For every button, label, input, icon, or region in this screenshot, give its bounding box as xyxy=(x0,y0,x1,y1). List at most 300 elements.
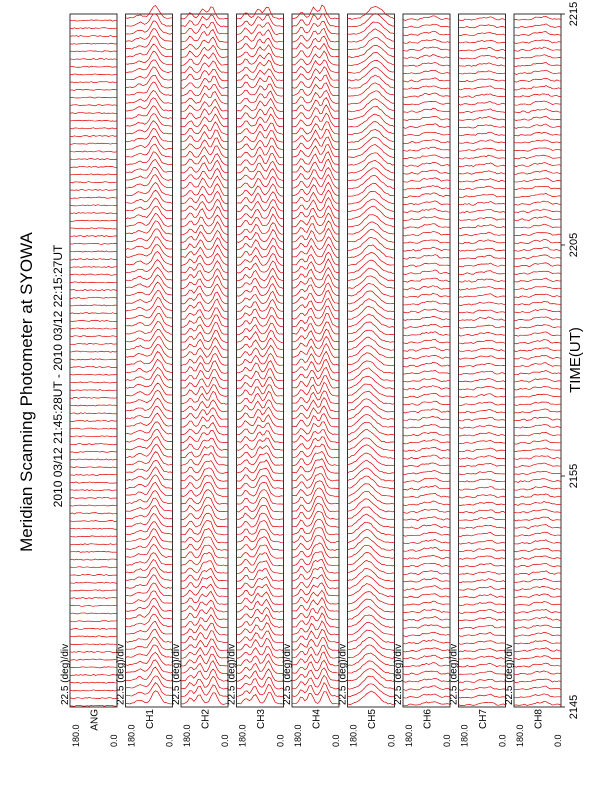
scan-trace xyxy=(403,632,450,636)
scan-trace xyxy=(237,146,284,158)
scan-trace xyxy=(126,553,173,566)
scan-trace xyxy=(348,22,395,34)
scan-trace xyxy=(403,132,450,135)
panel-ch2 xyxy=(171,7,230,747)
y-tick-label: 180.0 xyxy=(404,724,414,747)
scan-trace xyxy=(126,36,173,49)
scan-trace xyxy=(403,70,450,74)
chart-subtitle: 2010 03/12 21:45:28UT - 2010 03/12 22:15:27UT xyxy=(51,244,65,508)
scan-trace xyxy=(237,553,284,566)
scan-trace xyxy=(237,400,284,412)
scan-trace xyxy=(459,371,506,374)
y-tick-label: 180.0 xyxy=(71,724,81,747)
scan-trace xyxy=(181,168,228,180)
scan-trace xyxy=(403,425,450,429)
scan-trace xyxy=(348,160,395,173)
scan-trace xyxy=(514,394,561,397)
scan-trace xyxy=(126,29,173,42)
scan-trace xyxy=(70,644,117,645)
scan-trace xyxy=(70,605,117,606)
scan-trace xyxy=(181,490,228,505)
scan-trace xyxy=(403,686,450,690)
panel-scale-label: 22.5 (deg)/div xyxy=(448,643,460,705)
scan-trace xyxy=(292,306,339,319)
scan-trace xyxy=(70,220,117,221)
scan-trace xyxy=(70,582,117,583)
scan-trace xyxy=(403,379,450,382)
scan-trace xyxy=(403,578,450,582)
panel-ch4 xyxy=(282,5,341,747)
scan-trace xyxy=(292,129,339,142)
scan-trace xyxy=(237,638,284,650)
scan-trace xyxy=(514,648,561,652)
scan-trace xyxy=(181,238,228,251)
scan-trace xyxy=(514,47,561,51)
scan-trace xyxy=(70,120,117,121)
scan-trace xyxy=(403,193,450,198)
scan-trace xyxy=(126,529,173,542)
scan-trace xyxy=(459,25,506,28)
scan-trace xyxy=(403,702,450,706)
panel-scale-label: 22.5 (deg)/div xyxy=(337,643,349,705)
scan-trace xyxy=(514,178,561,182)
scan-trace xyxy=(70,390,117,391)
scan-trace xyxy=(403,655,450,659)
scan-trace xyxy=(514,309,561,313)
scan-trace xyxy=(459,602,506,606)
scan-trace xyxy=(70,97,117,98)
scan-trace xyxy=(181,591,228,604)
scan-trace xyxy=(292,60,339,73)
scan-trace xyxy=(126,245,173,258)
scan-trace xyxy=(459,626,506,629)
scan-trace xyxy=(403,278,450,282)
scan-trace xyxy=(181,521,228,535)
scan-trace xyxy=(70,359,117,360)
scan-trace xyxy=(70,28,117,29)
scan-trace xyxy=(126,667,173,681)
scan-trace xyxy=(403,471,450,475)
scan-trace xyxy=(514,101,561,105)
scan-trace xyxy=(514,332,561,336)
scan-trace xyxy=(403,586,450,591)
scan-trace xyxy=(126,14,173,26)
scan-trace xyxy=(403,648,450,652)
scan-trace xyxy=(459,517,506,520)
scan-trace xyxy=(70,659,117,660)
scan-trace xyxy=(514,379,561,382)
scan-trace xyxy=(514,301,561,305)
scan-trace xyxy=(126,298,173,312)
scan-trace xyxy=(70,51,117,52)
scan-trace xyxy=(70,574,117,575)
scan-trace xyxy=(70,536,117,537)
panel-ylabel: CH8 xyxy=(533,709,545,730)
scan-trace xyxy=(237,91,284,103)
scan-trace xyxy=(70,474,117,475)
scan-trace xyxy=(126,522,173,535)
scan-trace xyxy=(292,481,339,497)
scan-trace xyxy=(292,14,339,27)
scan-trace xyxy=(126,498,173,511)
panel-frame xyxy=(514,14,561,707)
scan-trace xyxy=(292,606,339,619)
scan-trace xyxy=(292,519,339,535)
scan-trace xyxy=(459,79,506,82)
scan-trace xyxy=(292,237,339,250)
scan-trace xyxy=(459,33,506,36)
panel-scale-label: 22.5 (deg)/div xyxy=(504,643,515,705)
scan-trace xyxy=(181,315,228,327)
scan-trace xyxy=(70,282,117,283)
scan-trace xyxy=(348,168,395,181)
scan-trace xyxy=(237,569,284,582)
scan-trace xyxy=(403,663,450,667)
scan-trace xyxy=(459,563,506,567)
scan-trace xyxy=(70,682,117,683)
scan-trace xyxy=(403,270,450,275)
scan-trace xyxy=(348,322,395,335)
scan-trace xyxy=(403,501,450,506)
scan-trace xyxy=(403,332,450,336)
scan-trace xyxy=(459,117,506,121)
scan-trace xyxy=(403,108,450,112)
y-tick-label: 0.0 xyxy=(164,734,175,747)
scan-trace xyxy=(126,621,173,634)
scan-trace xyxy=(126,652,173,665)
y-tick-label: 180.0 xyxy=(126,724,137,747)
scan-trace xyxy=(181,400,228,412)
scan-trace xyxy=(237,615,284,628)
scan-trace xyxy=(514,278,561,282)
scan-trace xyxy=(70,274,117,275)
scan-trace xyxy=(459,394,506,398)
scan-trace xyxy=(70,259,117,260)
scan-trace xyxy=(514,425,561,428)
scan-trace xyxy=(459,479,506,482)
scan-trace xyxy=(514,509,561,513)
y-tick-label: 0.0 xyxy=(442,734,452,747)
scan-trace xyxy=(348,337,395,350)
scan-trace xyxy=(70,697,117,698)
scan-trace xyxy=(459,541,506,545)
scan-trace xyxy=(459,186,506,190)
scan-trace xyxy=(348,484,395,497)
scan-trace xyxy=(237,53,284,65)
scan-trace xyxy=(403,209,450,213)
scan-trace xyxy=(459,132,506,136)
scan-trace xyxy=(126,275,173,288)
scan-trace xyxy=(459,63,506,67)
scan-trace xyxy=(181,84,228,96)
scan-trace xyxy=(459,332,506,336)
scan-trace xyxy=(237,446,284,459)
scan-trace xyxy=(514,247,561,251)
scan-trace xyxy=(181,206,228,219)
scan-trace xyxy=(403,601,450,605)
scan-trace xyxy=(237,391,284,404)
scan-trace xyxy=(70,189,117,190)
scan-trace xyxy=(70,212,117,213)
scan-trace xyxy=(514,370,561,374)
scan-trace xyxy=(514,571,561,575)
panel-frame xyxy=(181,14,228,707)
scan-trace xyxy=(459,425,506,428)
scan-trace xyxy=(348,7,395,20)
scan-trace xyxy=(70,343,117,344)
scan-trace xyxy=(514,117,561,121)
y-tick-label: 0.0 xyxy=(553,734,563,747)
scan-trace xyxy=(292,5,339,19)
scan-trace xyxy=(292,528,339,543)
scan-trace xyxy=(237,223,284,235)
scan-trace xyxy=(181,254,228,266)
scan-trace xyxy=(292,645,339,658)
scan-trace xyxy=(70,436,117,437)
scan-trace xyxy=(403,355,450,359)
scan-trace xyxy=(459,55,506,58)
scan-trace xyxy=(514,632,561,636)
scan-trace xyxy=(237,184,284,196)
scan-trace xyxy=(126,98,173,111)
scan-trace xyxy=(348,299,395,312)
scan-trace xyxy=(459,255,506,259)
panel-scale-label: 22.5 (deg)/div xyxy=(226,643,238,705)
scan-trace xyxy=(348,99,395,112)
scan-trace xyxy=(126,638,173,650)
scan-trace xyxy=(459,209,506,213)
scan-trace xyxy=(181,215,228,227)
panel-frame xyxy=(237,14,284,707)
scan-trace xyxy=(181,568,228,581)
scan-trace xyxy=(514,24,561,28)
scan-trace xyxy=(70,158,117,159)
scan-trace xyxy=(70,58,117,59)
scan-trace xyxy=(70,420,117,421)
scan-trace xyxy=(403,401,450,405)
scan-trace xyxy=(70,451,117,452)
scan-trace xyxy=(459,194,506,197)
scan-trace xyxy=(403,532,450,536)
scan-trace xyxy=(126,629,173,642)
scan-trace xyxy=(403,263,450,267)
scan-trace xyxy=(348,630,395,643)
scan-trace xyxy=(237,199,284,211)
scan-trace xyxy=(348,560,395,573)
panel-ylabel: ANG xyxy=(89,709,101,731)
scan-trace xyxy=(403,347,450,351)
scan-trace xyxy=(126,398,173,411)
scan-trace xyxy=(459,364,506,368)
scan-trace xyxy=(348,215,395,227)
scan-trace xyxy=(181,199,228,211)
scan-trace xyxy=(348,291,395,304)
scan-trace xyxy=(459,302,506,306)
scan-trace xyxy=(126,598,173,611)
scan-trace xyxy=(292,692,339,705)
y-tick-label: 0.0 xyxy=(497,734,508,747)
scan-trace xyxy=(237,377,284,389)
scan-trace xyxy=(348,260,395,273)
scan-trace xyxy=(348,691,395,705)
scan-trace xyxy=(181,184,228,197)
chart-title: Meridian Scanning Photometer at SYOWA xyxy=(17,232,36,552)
scan-trace xyxy=(348,676,395,689)
scan-trace xyxy=(403,463,450,467)
scan-trace xyxy=(292,75,339,88)
scan-trace xyxy=(403,255,450,260)
scan-trace xyxy=(459,487,506,491)
scan-trace xyxy=(459,402,506,405)
scan-trace xyxy=(237,654,284,666)
panel-ylabel: CH7 xyxy=(478,709,489,730)
scan-trace xyxy=(403,485,450,490)
scan-trace xyxy=(403,147,450,151)
scan-trace xyxy=(126,544,173,557)
scan-trace xyxy=(126,136,173,149)
y-tick-label: 180.0 xyxy=(182,724,192,747)
y-tick-label: 180.0 xyxy=(348,724,359,747)
scan-trace xyxy=(70,182,117,183)
scan-trace xyxy=(237,169,284,181)
scan-trace xyxy=(70,20,117,21)
scan-trace xyxy=(181,385,228,397)
scan-trace xyxy=(403,571,450,575)
scan-trace xyxy=(514,86,561,90)
scan-trace xyxy=(459,240,506,244)
scan-trace xyxy=(126,106,173,119)
scan-trace xyxy=(292,437,339,450)
scan-trace xyxy=(70,544,117,545)
scan-trace xyxy=(459,249,506,252)
scan-trace xyxy=(403,393,450,397)
scan-trace xyxy=(126,6,173,19)
panel-frame xyxy=(403,14,450,707)
scan-trace xyxy=(126,267,173,280)
scan-trace xyxy=(459,179,506,182)
scan-trace xyxy=(403,517,450,521)
scan-trace xyxy=(126,75,173,88)
scan-trace xyxy=(459,694,506,698)
scan-trace xyxy=(292,21,339,34)
scan-trace xyxy=(181,53,228,66)
scan-trace xyxy=(181,646,228,658)
scan-trace xyxy=(514,641,561,644)
scan-trace xyxy=(403,493,450,497)
scan-trace xyxy=(459,579,506,583)
scan-trace xyxy=(292,675,339,689)
scan-trace xyxy=(237,291,284,303)
scan-trace xyxy=(403,547,450,551)
scan-trace xyxy=(348,576,395,589)
scan-trace xyxy=(237,631,284,643)
scan-trace xyxy=(70,266,117,267)
scan-trace xyxy=(70,305,117,306)
scan-trace xyxy=(181,631,228,643)
scan-trace xyxy=(403,201,450,205)
scan-trace xyxy=(292,113,339,127)
scan-trace xyxy=(126,252,173,265)
x-tick-label: 2155 xyxy=(568,463,580,489)
scan-trace xyxy=(70,43,117,44)
x-tick-label: 2215 xyxy=(568,1,580,27)
scan-trace xyxy=(237,69,284,81)
scan-trace xyxy=(514,625,561,629)
scan-trace xyxy=(459,225,506,229)
scan-trace xyxy=(348,368,395,381)
scan-trace xyxy=(181,561,228,573)
scan-trace xyxy=(181,230,228,242)
scan-trace xyxy=(348,606,395,619)
scan-trace xyxy=(403,339,450,343)
scan-trace xyxy=(514,263,561,267)
scan-trace xyxy=(348,314,395,327)
scan-trace xyxy=(459,495,506,498)
scan-trace xyxy=(126,390,173,403)
scan-trace xyxy=(459,586,506,590)
scan-trace xyxy=(459,679,506,682)
scan-trace xyxy=(292,283,339,296)
scan-trace xyxy=(126,182,173,195)
scan-trace xyxy=(459,109,506,113)
scan-trace xyxy=(348,661,395,674)
scan-trace xyxy=(459,663,506,667)
scan-trace xyxy=(514,94,561,97)
scan-trace xyxy=(181,452,228,465)
scan-trace xyxy=(403,478,450,482)
scan-trace xyxy=(237,23,284,35)
scan-trace xyxy=(348,176,395,189)
scan-trace xyxy=(403,247,450,251)
scan-trace xyxy=(514,448,561,452)
scan-trace xyxy=(514,486,561,490)
scan-trace xyxy=(514,386,561,390)
scan-trace xyxy=(348,637,395,650)
scan-trace xyxy=(459,279,506,282)
scan-trace xyxy=(70,651,117,652)
scan-trace xyxy=(514,663,561,667)
scan-trace xyxy=(514,78,561,82)
scan-trace xyxy=(459,155,506,159)
scan-trace xyxy=(348,429,395,442)
scan-trace xyxy=(459,433,506,436)
scan-trace xyxy=(348,237,395,250)
scan-trace xyxy=(459,102,506,106)
scan-trace xyxy=(126,413,173,426)
scan-trace xyxy=(403,362,450,367)
scan-trace xyxy=(514,140,561,143)
scan-trace xyxy=(514,317,561,321)
scan-trace xyxy=(292,511,339,527)
scan-trace xyxy=(459,510,506,513)
scan-trace xyxy=(403,186,450,190)
scan-trace xyxy=(126,152,173,165)
scan-trace xyxy=(403,93,450,98)
scan-trace xyxy=(181,191,228,203)
scan-trace xyxy=(514,532,561,536)
scan-trace xyxy=(459,456,506,459)
scan-trace xyxy=(403,509,450,513)
y-tick-label: 0.0 xyxy=(331,734,341,747)
scan-trace xyxy=(514,193,561,197)
scan-trace xyxy=(514,479,561,483)
scan-trace xyxy=(459,317,506,321)
panel-ang xyxy=(60,14,119,747)
scan-trace xyxy=(126,645,173,657)
scan-trace xyxy=(126,51,173,65)
scan-trace xyxy=(403,16,450,21)
scan-trace xyxy=(459,617,506,621)
